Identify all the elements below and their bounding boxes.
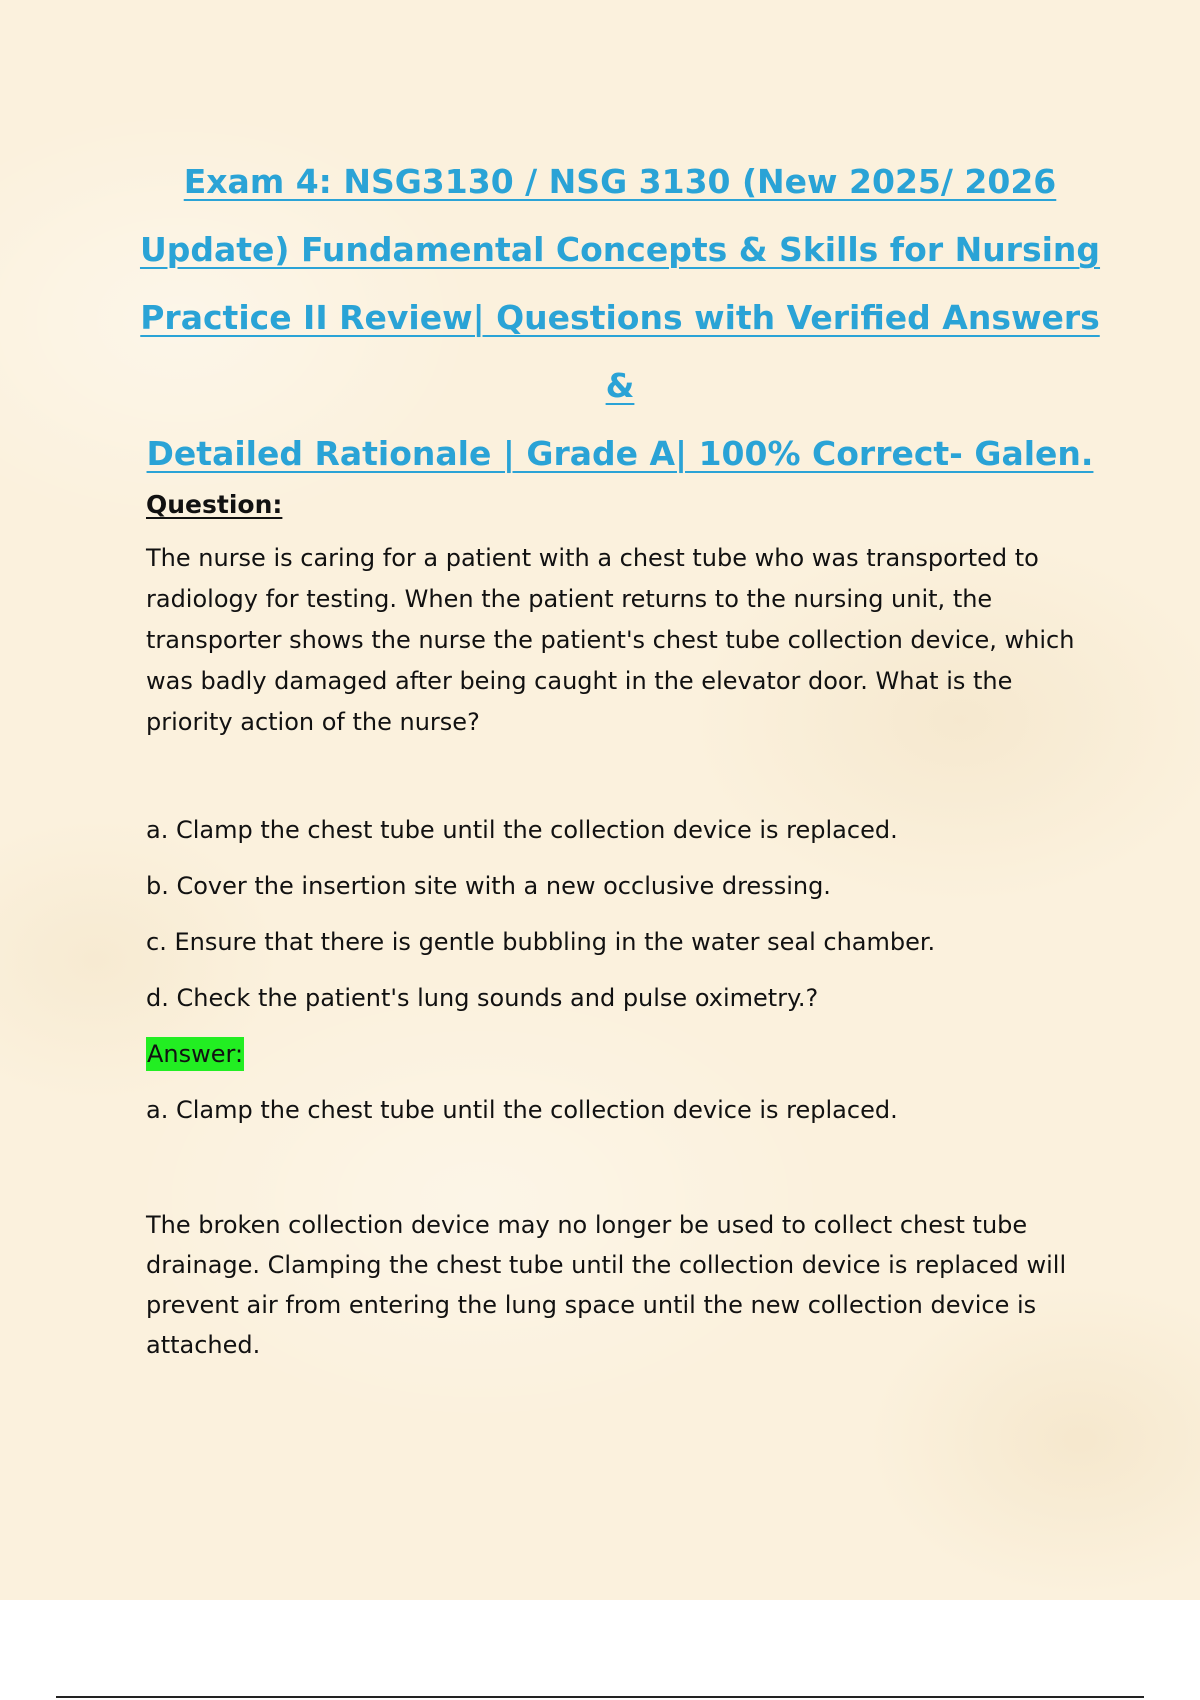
document-title — [130, 148, 1110, 488]
question-text: The nurse is caring for a patient with a chest tube who was transported to radiology for testing. When the patient returns to the nursing unit, the transporter shows the nurse the patient's chest tube collection device, which was badly damaged after being caught in the elevator door. What is the priority action of the nurse? — [146, 544, 1075, 736]
option-a: a. Clamp the chest tube until the collection device is replaced. — [146, 816, 898, 844]
answer-label: Answer: — [146, 1037, 244, 1071]
title-line-3: Practice II Review| Questions with Verified Answers & — [140, 298, 1100, 405]
title-line-1: Exam 4: NSG3130 / NSG 3130 (New 2025/ 2026 — [183, 162, 1057, 201]
answer-options — [146, 813, 1086, 1015]
title-line-4: Detailed Rationale | Grade A| 100% Correct- Galen. — [146, 434, 1094, 473]
option-c: c. Ensure that there is gentle bubbling in the water seal chamber. — [146, 928, 936, 956]
answer-text: a. Clamp the chest tube until the collection device is replaced. — [146, 1096, 898, 1124]
option-d: d. Check the patient's lung sounds and pulse oximetry.? — [146, 984, 819, 1012]
question-label: Question: — [146, 490, 283, 519]
title-line-2: Update) Fundamental Concepts & Skills for Nursing — [139, 230, 1101, 269]
option-b: b. Cover the insertion site with a new occlusive dressing. — [146, 872, 831, 900]
rationale-text: The broken collection device may no longer be used to collect chest tube drainage. Clamping the chest tube until the collection device is replaced will prevent air from entering the lung space until the new collection device is attached. — [146, 1211, 1067, 1359]
question-block — [146, 488, 1086, 1365]
footer-divider — [56, 1696, 1144, 1698]
